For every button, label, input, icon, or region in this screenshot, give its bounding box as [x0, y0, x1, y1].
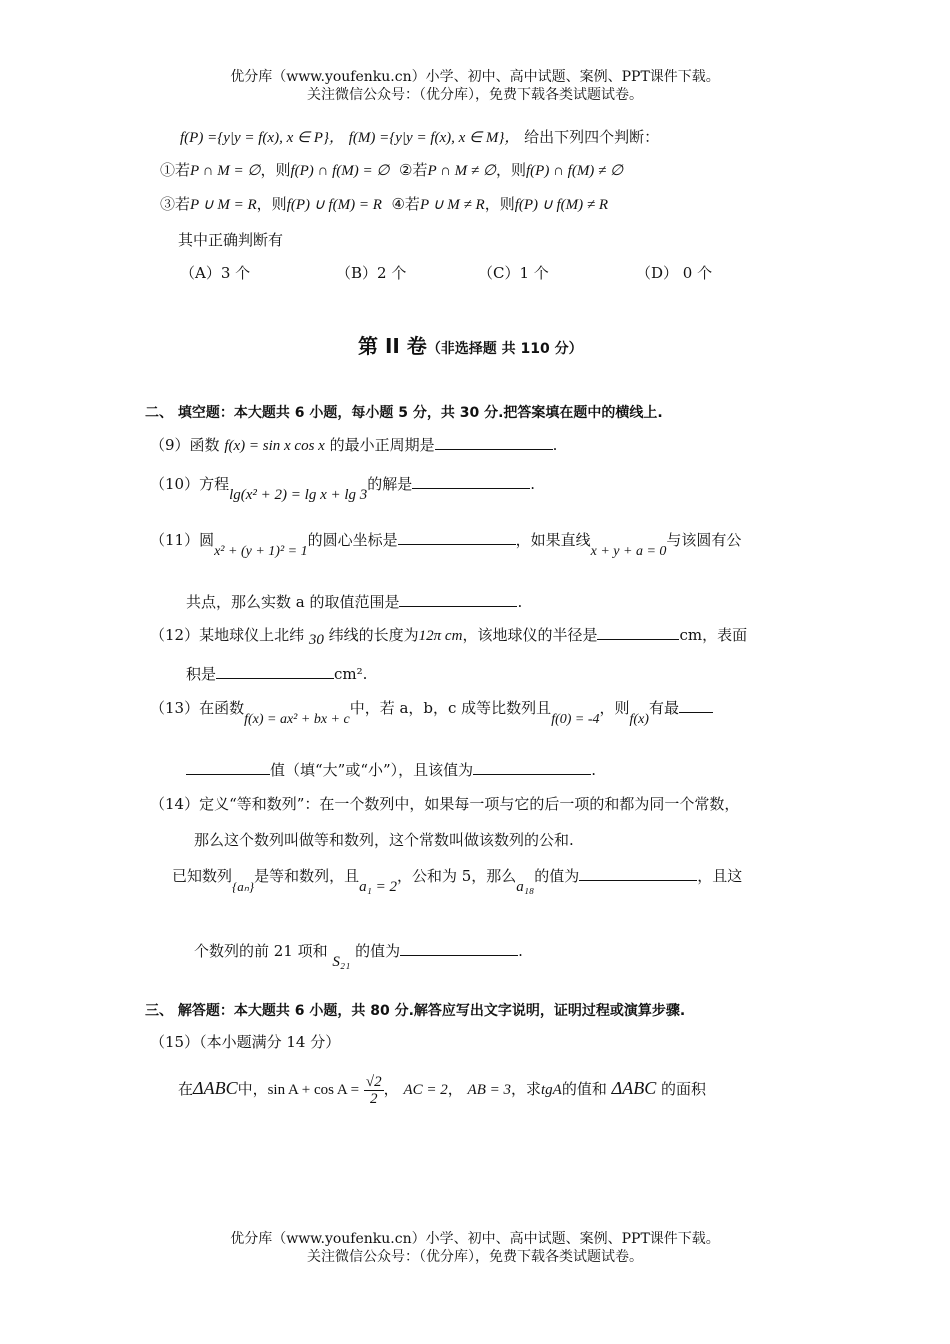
q8-option-b: （B）2 个 — [336, 264, 407, 282]
question-14-line-4: 个数列的前 21 项和 S₂₁ 的值为 . — [194, 942, 523, 970]
section2-heading: 二、 填空题：本大题共 6 小题，每小题 5 分，共 30 分.把答案填在题中的横线上. — [145, 405, 663, 421]
q8-option-d: （D） 0 个 — [636, 264, 713, 282]
header-line-2: 关注微信公众号：（优分库），免费下载各类试题试卷。 — [307, 87, 643, 103]
q8-definition: f(P) ={y|y = f(x), x ∈ P}， f(M) ={y|y = f(x), x ∈ M}， 给出下列四个判断： — [180, 128, 660, 146]
question-14-line-1: （14）定义“等和数列”：在一个数列中，如果每一项与它的后一项的和都为同一个常数， — [150, 795, 740, 813]
footer-line-1: 优分库（www.youfenku.cn）小学、初中、高中试题、案例、PPT课件下载。 — [230, 1231, 720, 1247]
question-13: （13）在函数f(x) = ax² + bx + c中，若 a，b，c 成等比数列且f(0) = -4，则f(x)有最 — [150, 698, 713, 720]
question-12-line-2: 积是 cm². — [186, 665, 368, 683]
part2-title: 第 II 卷（非选择题 共 110 分） — [358, 334, 583, 358]
answer-blank — [473, 760, 591, 775]
question-12: （12）某地球仪上北纬 30 纬线的长度为12π cm，该地球仪的半径是 cm，表面 — [150, 626, 748, 648]
answer-blank — [400, 941, 518, 956]
q8-option-a: （A）3 个 — [180, 264, 251, 282]
fraction: $\frac{√2}{2}$ — [365, 1073, 382, 1107]
answer-blank — [597, 625, 679, 640]
answer-blank — [579, 866, 697, 881]
q8-option-c: （C）1 个 — [478, 264, 549, 282]
section3-heading: 三、 解答题：本大题共 6 小题，共 80 分.解答应写出文字说明，证明过程或演算步骤. — [145, 1003, 686, 1019]
answer-blank — [398, 530, 516, 545]
question-14-line-3: 已知数列{aₙ}是等和数列，且a₁ = 2，公和为 5，那么a₁₈的值为 ，且这 — [172, 867, 743, 895]
question-15-title: （15）（本小题满分 14 分） — [150, 1033, 341, 1051]
answer-blank — [435, 435, 553, 450]
q8-judgement-3-4: ③若P ∪ M = R，则f(P) ∪ f(M) = R ④若P ∪ M ≠ R，则f(P) ∪ f(M) ≠ R — [160, 195, 609, 213]
question-9: （9）函数 f(x) = sin x cos x 的最小正周期是 . — [150, 436, 558, 454]
q8-judgement-1-2: ①若P ∩ M = ∅，则f(P) ∩ f(M) = ∅ ②若P ∩ M ≠ ∅，则f(P) ∩ f(M) ≠ ∅ — [160, 161, 624, 179]
answer-blank — [412, 474, 530, 489]
header-line-1: 优分库（www.youfenku.cn）小学、初中、高中试题、案例、PPT课件下载。 — [230, 69, 720, 85]
q8-prompt: 其中正确判断有 — [178, 231, 284, 249]
question-13-line-2: 值（填“大”或“小”），且该值为 . — [186, 760, 596, 780]
question-11-line-2: 共点，那么实数 a 的取值范围是 . — [186, 593, 523, 611]
question-15-body: 在ΔABC中，sin A + cos A = $\frac{√2}{2}$ ， AC = 2， AB = 3，求tgA的值和 ΔABC 的面积 — [178, 1073, 706, 1107]
answer-blank — [186, 760, 270, 775]
answer-blank — [216, 664, 334, 679]
footer-line-2: 关注微信公众号：（优分库），免费下载各类试题试卷。 — [307, 1249, 643, 1265]
question-14-line-2: 那么这个数列叫做等和数列，这个常数叫做该数列的公和. — [194, 831, 574, 849]
question-11: （11）圆x² + (y + 1)² = 1的圆心坐标是 ，如果直线x + y + a = 0与该圆有公 — [150, 531, 742, 559]
answer-blank — [399, 592, 517, 607]
answer-blank — [679, 698, 713, 713]
question-10: （10）方程lg(x² + 2) = lg x + lg 3的解是 . — [150, 475, 536, 503]
